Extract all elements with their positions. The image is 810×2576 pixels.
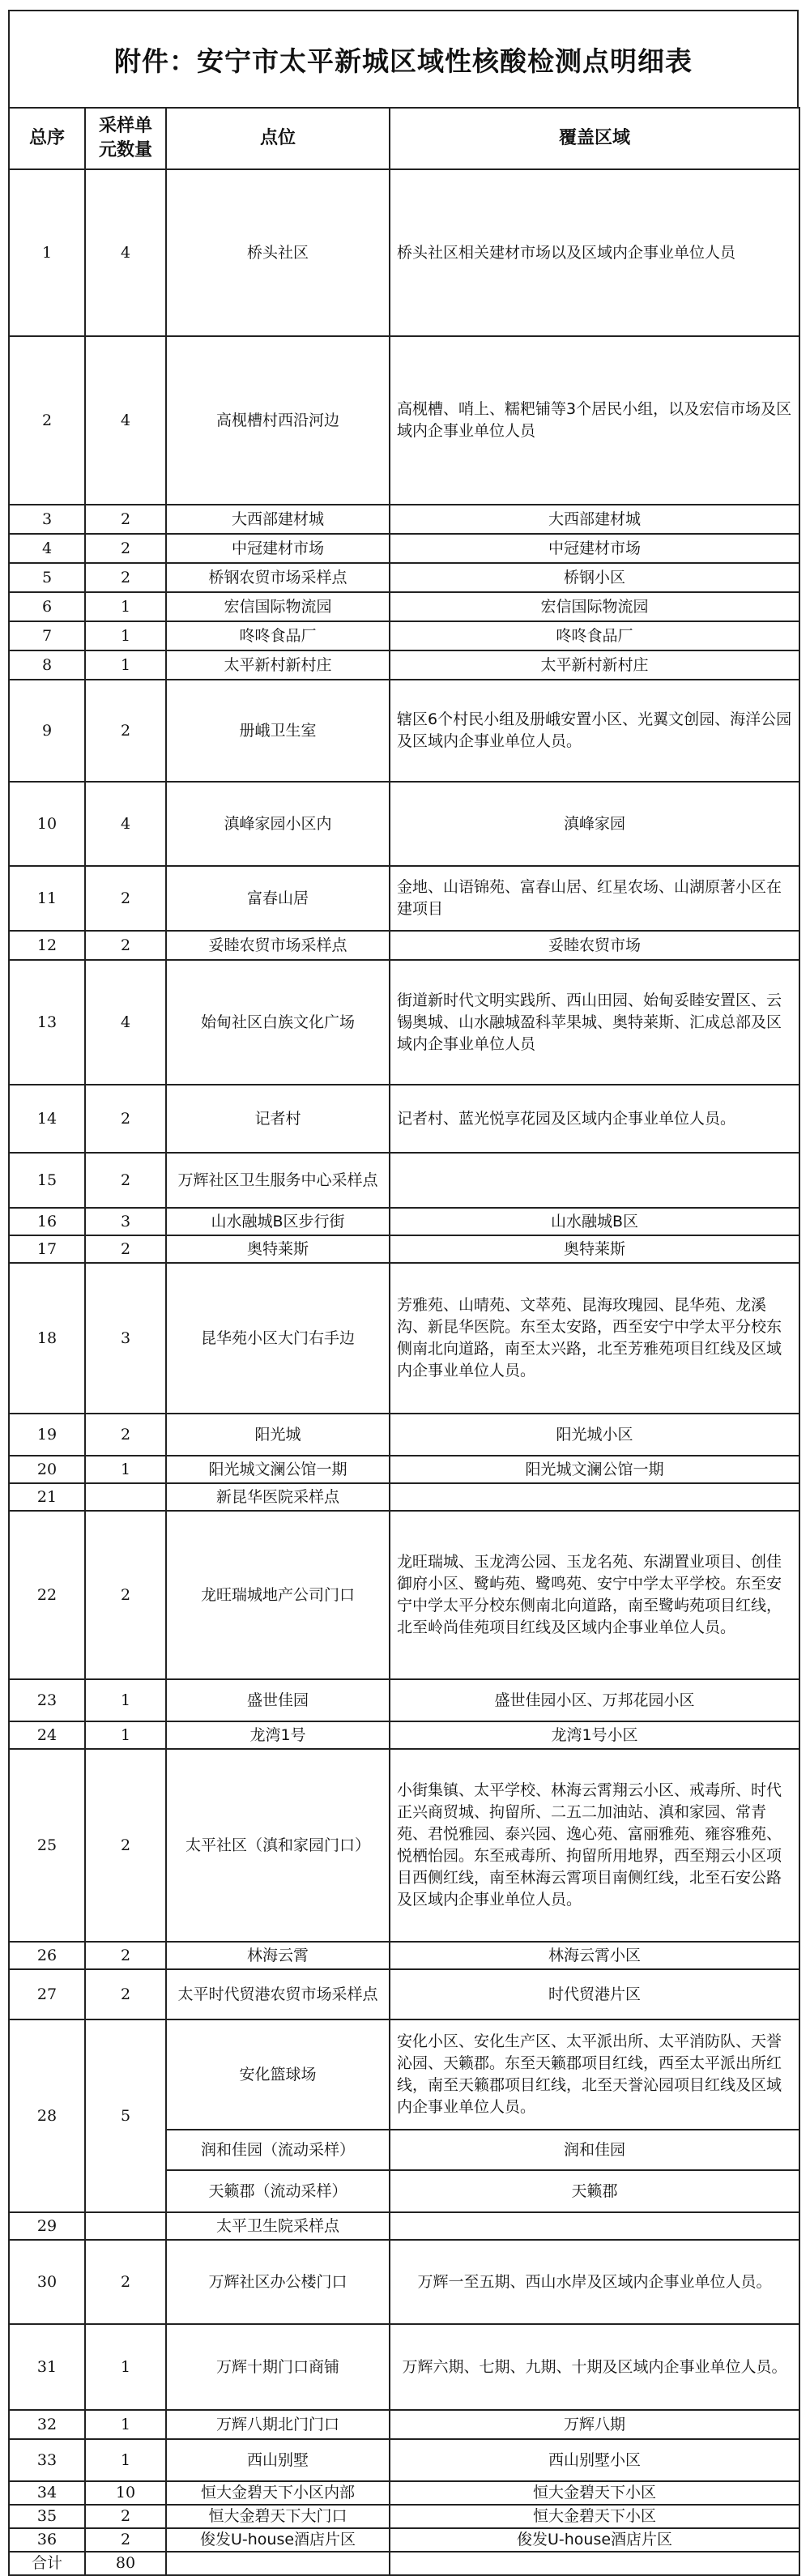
- total-point-empty: [166, 2552, 390, 2575]
- row-coverage: 龙湾1号小区: [390, 1721, 799, 1749]
- row-coverage: 万辉六期、七期、九期、十期及区域内企事业单位人员。: [390, 2324, 799, 2410]
- row-point: 盛世佳园: [166, 1679, 390, 1721]
- row-index: 1: [9, 169, 85, 336]
- row-index: 33: [9, 2439, 85, 2481]
- row-index: 29: [9, 2212, 85, 2240]
- table-row: [9, 2212, 799, 2240]
- row-index: 27: [9, 1969, 85, 2019]
- table-row: [9, 505, 799, 534]
- row-count: 1: [85, 650, 166, 680]
- row-point: 富春山居: [166, 866, 390, 931]
- row-count: 2: [85, 505, 166, 534]
- table-row: [9, 1969, 799, 2019]
- row-point: 阳光城文澜公馆一期: [166, 1456, 390, 1483]
- row-index: 3: [9, 505, 85, 534]
- row-index: 34: [9, 2481, 85, 2505]
- row-count: 1: [85, 621, 166, 650]
- row-coverage: 恒大金碧天下小区: [390, 2505, 799, 2528]
- row-index: 12: [9, 931, 85, 960]
- row-point: 万辉十期门口商铺: [166, 2324, 390, 2410]
- table-row: [9, 2439, 799, 2481]
- row-point: 林海云霄: [166, 1942, 390, 1969]
- table-row: [9, 2324, 799, 2410]
- table-row: [9, 1483, 799, 1511]
- row-coverage: 润和佳园: [390, 2130, 799, 2170]
- row-point: 天籁郡（流动采样）: [166, 2170, 390, 2212]
- row-point: 奥特莱斯: [166, 1235, 390, 1263]
- row-coverage: 西山别墅小区: [390, 2439, 799, 2481]
- row-count: 2: [85, 1942, 166, 1969]
- row-count: 2: [85, 1969, 166, 2019]
- row-point: 太平社区（滇和家园门口）: [166, 1749, 390, 1942]
- row-count: 2: [85, 680, 166, 782]
- table-row: [9, 782, 799, 866]
- table-row: [9, 1235, 799, 1263]
- row-coverage: 芳雅苑、山晴苑、文萃苑、昆海玫瑰园、昆华苑、龙溪沟、新昆华医院。东至太安路，西至安宁中学太平分校东侧南北向道路，南至太兴路，北至芳雅苑项目红线及区域内企事业单位人员。: [390, 1263, 799, 1414]
- table-row: [9, 336, 799, 505]
- total-label: 合计: [9, 2552, 85, 2575]
- table-row: [9, 1414, 799, 1456]
- table-row: [9, 680, 799, 782]
- row-coverage: 辖区6个村民小组及册峨安置小区、光翼文创园、海洋公园及区域内企事业单位人员。: [390, 680, 799, 782]
- table-row: [9, 650, 799, 680]
- row-coverage: 盛世佳园小区、万邦花园小区: [390, 1679, 799, 1721]
- row-index: 7: [9, 621, 85, 650]
- row-count: 2: [85, 1414, 166, 1456]
- total-count: 80: [85, 2552, 166, 2575]
- row-coverage: 太平新村新村庄: [390, 650, 799, 680]
- title-box: [8, 10, 799, 107]
- row-coverage: 奥特莱斯: [390, 1235, 799, 1263]
- table-row: [9, 2528, 799, 2552]
- row-index: 32: [9, 2410, 85, 2439]
- row-index: 35: [9, 2505, 85, 2528]
- row-coverage: 安化小区、安化生产区、太平派出所、太平消防队、天誉沁园、天籁郡。东至天籁郡项目红线，西至太平派出所红线，南至天籁郡项目红线，北至天誉沁园项目红线及区域内企事业单位人员。: [390, 2019, 799, 2130]
- row-count: 2: [85, 1749, 166, 1942]
- row-index: 11: [9, 866, 85, 931]
- row-point: 恒大金碧天下大门口: [166, 2505, 390, 2528]
- table-row: [9, 1208, 799, 1235]
- table-row: [9, 2410, 799, 2439]
- row-point: 润和佳园（流动采样）: [166, 2130, 390, 2170]
- row-count: 4: [85, 169, 166, 336]
- row-count: [85, 1483, 166, 1511]
- row-coverage: 万辉八期: [390, 2410, 799, 2439]
- row-index: 18: [9, 1263, 85, 1414]
- table-row: [9, 1679, 799, 1721]
- row-point: 新昆华医院采样点: [166, 1483, 390, 1511]
- table-row: [9, 1085, 799, 1153]
- row-point: 龙旺瑞城地产公司门口: [166, 1511, 390, 1679]
- row-coverage: 小街集镇、太平学校、林海云霄翔云小区、戒毒所、时代正兴商贸城、拘留所、二五二加油站、滇和家园、常青苑、君悦雅园、泰兴园、逸心苑、富丽雅苑、雍容雅苑、悦栖怡园。东至戒毒所、拘留所用地界，西至翔云小区项目西侧红线，南至林海云霄项目南侧红线，北至石安公路及区域内企事业单位人员。: [390, 1749, 799, 1942]
- table-row: [9, 1263, 799, 1414]
- row-index: 23: [9, 1679, 85, 1721]
- table-row: [9, 1511, 799, 1679]
- row-index: 5: [9, 563, 85, 592]
- header-count: 采样单元数量: [85, 108, 166, 169]
- total-coverage-empty: [390, 2552, 799, 2575]
- row-count: 2: [85, 931, 166, 960]
- row-index: 16: [9, 1208, 85, 1235]
- testing-points-table: [8, 107, 800, 2576]
- row-count: 1: [85, 2324, 166, 2410]
- row-coverage: 桥头社区相关建材市场以及区域内企事业单位人员: [390, 169, 799, 336]
- row-count: 1: [85, 1456, 166, 1483]
- table-row: [9, 1942, 799, 1969]
- row-point: 册峨卫生室: [166, 680, 390, 782]
- row-point: 桥钢农贸市场采样点: [166, 563, 390, 592]
- row-count: 1: [85, 1679, 166, 1721]
- row-count: 4: [85, 960, 166, 1085]
- row-coverage: 金地、山语锦苑、富春山居、红星农场、山湖原著小区在建项目: [390, 866, 799, 931]
- row-count: 10: [85, 2481, 166, 2505]
- row-index: 36: [9, 2528, 85, 2552]
- row-index: 9: [9, 680, 85, 782]
- row-count: 2: [85, 2505, 166, 2528]
- row-count: 2: [85, 1511, 166, 1679]
- row-point: 滇峰家园小区内: [166, 782, 390, 866]
- row-coverage: 林海云霄小区: [390, 1942, 799, 1969]
- row-coverage: [390, 2212, 799, 2240]
- table-row: [9, 1749, 799, 1942]
- row-count: 2: [85, 2528, 166, 2552]
- row-point: 昆华苑小区大门右手边: [166, 1263, 390, 1414]
- row-count: 4: [85, 782, 166, 866]
- table-row: [9, 2505, 799, 2528]
- row-point: 龙湾1号: [166, 1721, 390, 1749]
- row-point: 万辉社区办公楼门口: [166, 2240, 390, 2324]
- row-coverage: 时代贸港片区: [390, 1969, 799, 2019]
- row-point: 大西部建材城: [166, 505, 390, 534]
- row-index: 20: [9, 1456, 85, 1483]
- row-point: 咚咚食品厂: [166, 621, 390, 650]
- row-point: 桥头社区: [166, 169, 390, 336]
- row-count: 2: [85, 1235, 166, 1263]
- row-point: 山水融城B区步行街: [166, 1208, 390, 1235]
- row-point: 妥睦农贸市场采样点: [166, 931, 390, 960]
- row-coverage: 山水融城B区: [390, 1208, 799, 1235]
- row-point: 阳光城: [166, 1414, 390, 1456]
- table-row: [9, 563, 799, 592]
- row-index: 8: [9, 650, 85, 680]
- row-point: 西山别墅: [166, 2439, 390, 2481]
- row-count: 1: [85, 2439, 166, 2481]
- header-coverage: 覆盖区域: [390, 108, 799, 169]
- row-point: 高枧槽村西沿河边: [166, 336, 390, 505]
- row-index: 24: [9, 1721, 85, 1749]
- table-row: [9, 169, 799, 336]
- row-index: 2: [9, 336, 85, 505]
- table-row: [9, 866, 799, 931]
- row-point: 记者村: [166, 1085, 390, 1153]
- row-count: [85, 2212, 166, 2240]
- row-coverage: 天籁郡: [390, 2170, 799, 2212]
- row-coverage: 咚咚食品厂: [390, 621, 799, 650]
- row-count: 3: [85, 1263, 166, 1414]
- row-count: 2: [85, 2240, 166, 2324]
- table-row: [9, 1721, 799, 1749]
- document-title: 附件：安宁市太平新城区域性核酸检测点明细表: [114, 45, 693, 77]
- row-index: 26: [9, 1942, 85, 1969]
- row-point: 宏信国际物流园: [166, 592, 390, 621]
- row-coverage: 阳光城小区: [390, 1414, 799, 1456]
- row-count: 5: [85, 2019, 166, 2212]
- row-coverage: [390, 1483, 799, 1511]
- row-coverage: 俊发U-house酒店片区: [390, 2528, 799, 2552]
- row-coverage: 阳光城文澜公馆一期: [390, 1456, 799, 1483]
- row-coverage: 中冠建材市场: [390, 534, 799, 563]
- row-index: 14: [9, 1085, 85, 1153]
- row-coverage: 街道新时代文明实践所、西山田园、始甸妥睦安置区、云锡奥城、山水融城盈科苹果城、奥特莱斯、汇成总部及区域内企事业单位人员: [390, 960, 799, 1085]
- row-index: 10: [9, 782, 85, 866]
- row-index: 4: [9, 534, 85, 563]
- row-point: 万辉社区卫生服务中心采样点: [166, 1153, 390, 1208]
- table-row: [9, 931, 799, 960]
- row-coverage: 恒大金碧天下小区: [390, 2481, 799, 2505]
- row-count: 2: [85, 1153, 166, 1208]
- row-point: 安化篮球场: [166, 2019, 390, 2130]
- row-point: 中冠建材市场: [166, 534, 390, 563]
- row-coverage: [390, 1153, 799, 1208]
- row-index: 22: [9, 1511, 85, 1679]
- row-coverage: 大西部建材城: [390, 505, 799, 534]
- row-point: 俊发U-house酒店片区: [166, 2528, 390, 2552]
- header-index: 总序: [9, 108, 85, 169]
- row-index: 15: [9, 1153, 85, 1208]
- row-index: 25: [9, 1749, 85, 1942]
- row-count: 3: [85, 1208, 166, 1235]
- row-count: 2: [85, 1085, 166, 1153]
- row-index: 31: [9, 2324, 85, 2410]
- row-count: 2: [85, 534, 166, 563]
- row-index: 19: [9, 1414, 85, 1456]
- header-row: [9, 108, 799, 169]
- row-count: 1: [85, 2410, 166, 2439]
- row-coverage: 万辉一至五期、西山水岸及区域内企事业单位人员。: [390, 2240, 799, 2324]
- table-row: [9, 2240, 799, 2324]
- row-point: 太平卫生院采样点: [166, 2212, 390, 2240]
- row-count: 2: [85, 866, 166, 931]
- row-coverage: 高枧槽、哨上、糯粑铺等3个居民小组，以及宏信市场及区域内企事业单位人员: [390, 336, 799, 505]
- table-row: [9, 592, 799, 621]
- header-point: 点位: [166, 108, 390, 169]
- row-point: 太平时代贸港农贸市场采样点: [166, 1969, 390, 2019]
- row-index: 17: [9, 1235, 85, 1263]
- row-coverage: 妥睦农贸市场: [390, 931, 799, 960]
- row-index: 28: [9, 2019, 85, 2212]
- row-point: 恒大金碧天下小区内部: [166, 2481, 390, 2505]
- row-count: 2: [85, 563, 166, 592]
- row-count: 4: [85, 336, 166, 505]
- table-row: [9, 960, 799, 1085]
- row-index: 6: [9, 592, 85, 621]
- row-count: 1: [85, 592, 166, 621]
- row-index: 13: [9, 960, 85, 1085]
- table-row: [9, 1456, 799, 1483]
- row-index: 30: [9, 2240, 85, 2324]
- row-coverage: 龙旺瑞城、玉龙湾公园、玉龙名苑、东湖置业项目、创佳御府小区、鹭屿苑、鹭鸣苑、安宁中学太平学校。东至安宁中学太平分校东侧南北向道路，南至鹭屿苑项目红线，北至岭尚佳苑项目红线及区域内企事业单位人员。: [390, 1511, 799, 1679]
- row-count: 1: [85, 1721, 166, 1749]
- row-index: 21: [9, 1483, 85, 1511]
- row-coverage: 桥钢小区: [390, 563, 799, 592]
- table-row: [9, 2019, 799, 2130]
- row-point: 万辉八期北门门口: [166, 2410, 390, 2439]
- table-row: [9, 2481, 799, 2505]
- row-point: 始甸社区白族文化广场: [166, 960, 390, 1085]
- table-row: [9, 534, 799, 563]
- table-row: [9, 1153, 799, 1208]
- row-coverage: 滇峰家园: [390, 782, 799, 866]
- table-row: [9, 621, 799, 650]
- row-coverage: 宏信国际物流园: [390, 592, 799, 621]
- row-point: 太平新村新村庄: [166, 650, 390, 680]
- total-row: [9, 2552, 799, 2575]
- row-coverage: 记者村、蓝光悦享花园及区域内企事业单位人员。: [390, 1085, 799, 1153]
